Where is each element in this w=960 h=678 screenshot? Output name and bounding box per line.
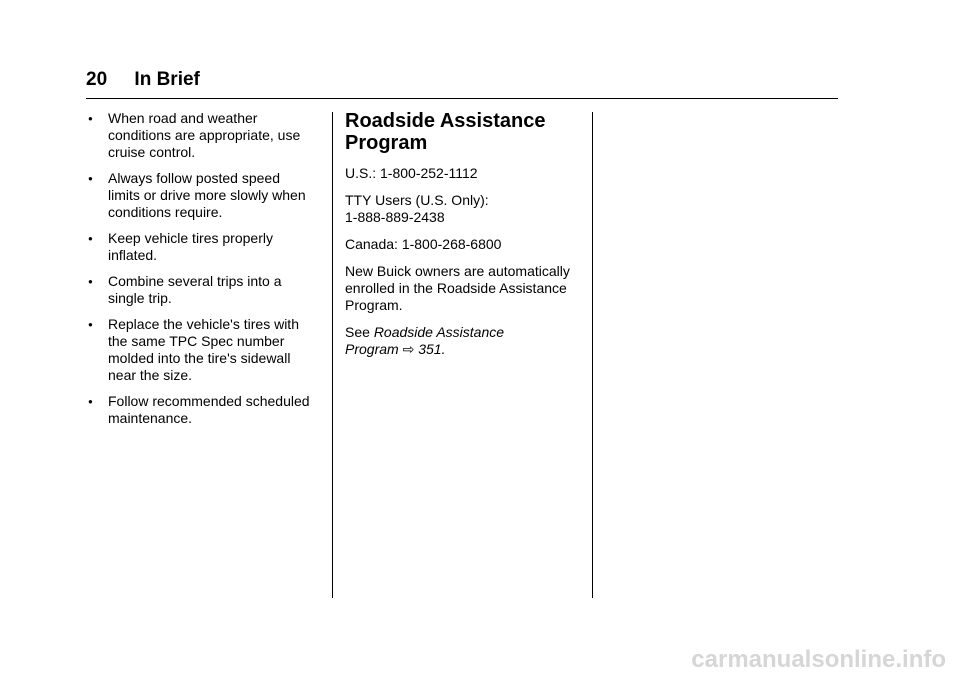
page-header [86,68,200,92]
bullet-icon: ● [88,277,93,286]
list-item: ● Follow recommended scheduled maintenance. [88,393,310,426]
column-divider [592,112,593,598]
page-number: 20 [86,69,108,90]
page-arrow-icon: ⇨ [402,341,415,357]
bullet-icon: ● [88,397,93,406]
reference-link-cont[interactable]: Program [345,341,399,357]
section-heading: Roadside Assistance Program [345,110,546,154]
tty-phone: TTY Users (U.S. Only): 1-888-889-2438 [345,192,489,225]
canada-phone: Canada: 1-800-268-6800 [345,236,502,252]
column-divider [332,112,333,598]
bullet-icon: ● [88,114,93,123]
roadside-section [345,110,585,368]
list-item: ● Combine several trips into a single trip. [88,273,282,306]
section-title: In Brief [134,69,200,90]
bullet-icon: ● [88,320,93,329]
bullet-icon: ● [88,234,93,243]
list-item: ● When road and weather conditions are appropriate, use cruise control. [88,110,301,160]
see-reference: See Roadside Assistance Program ⇨ 351. [345,324,505,357]
bullet-list [86,110,326,436]
list-item: ● Keep vehicle tires properly inflated. [88,230,273,263]
watermark: carmanualsonline.info [691,646,946,673]
header-rule [86,98,838,99]
reference-page[interactable]: 351 [414,341,442,357]
list-item: ● Replace the vehicle's tires with the same TPC Spec number molded into the tire's sidewall near the size. [88,316,299,383]
enroll-text: New Buick owners are automatically enrolled in the Roadside Assistance Program. [345,263,570,313]
reference-link[interactable]: Roadside Assistance [373,324,505,340]
bullet-icon: ● [88,174,93,183]
us-phone: U.S.: 1-800-252-1112 [345,165,478,181]
list-item: ● Always follow posted speed limits or drive more slowly when conditions require. [88,170,306,220]
